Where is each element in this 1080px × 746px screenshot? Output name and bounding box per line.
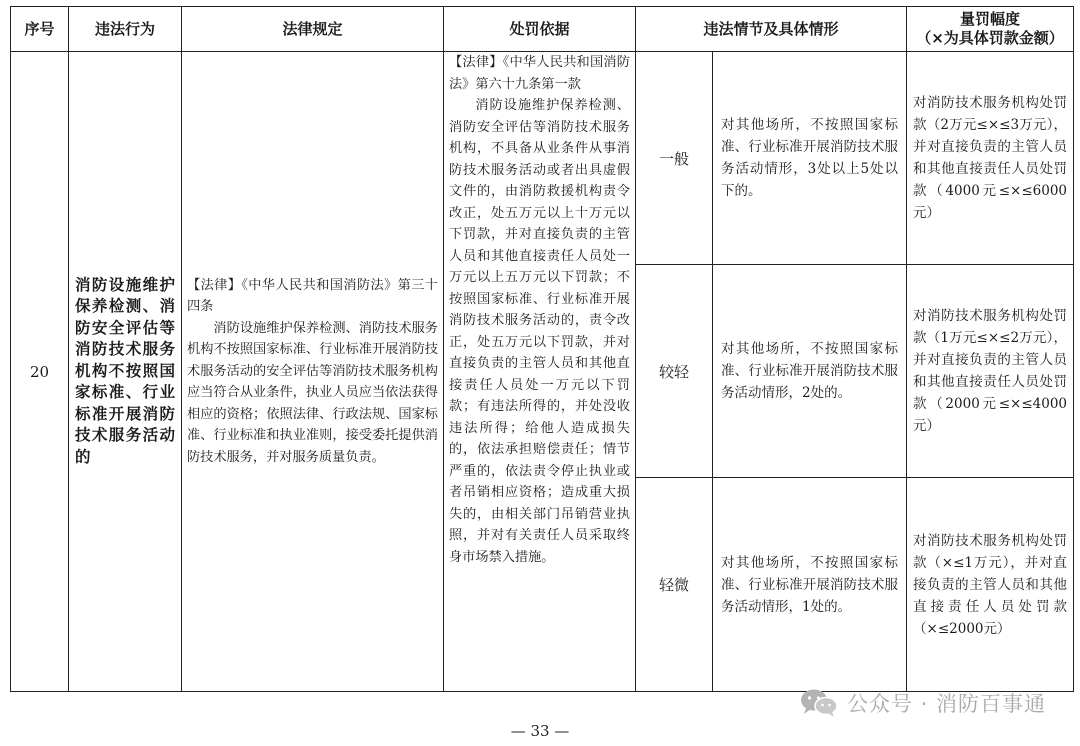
penalty-table [10, 6, 1074, 692]
page-number: — 33 — [510, 722, 570, 740]
row-violation: 消防设施维护保养检测、消防安全评估等消防技术服务机构不按照国家标准、行业标准开展消防技术服务活动的 [69, 52, 182, 692]
table-row [11, 52, 1074, 265]
tier-circumstance: 对其他场所，不按照国家标准、行业标准开展消防技术服务活动情形，2处的。 [713, 265, 907, 478]
basis-body: 消防设施维护保养检测、消防安全评估等消防技术服务机构，不具备从业条件从事消防技术服务活动或者出具虚假文件的，由消防救援机构责令改正，处五万元以上十万元以下罚款，并对直接负责的主管人员和其他直接责任人员处一万元以上五万元以下罚款；不按照国家标准、行业标准开展消防技术服务活动的，责令改正，处五万元以下罚款，并对直接负责的主管人员和其他直接责任人员处一万元以下罚款；有违法所得的，并处没收违法所得；给他人造成损失的，依法承担赔偿责任；情节严重的，依法责令停止执业或者吊销相应资格；造成重大损失的，由相关部门吊销营业执照，并对有关责任人员采取终身市场禁入措施。 [449, 98, 630, 565]
header-act: 违法行为 [69, 7, 182, 52]
header-circumstance: 违法情节及具体情形 [636, 7, 907, 52]
law-title: 【法律】《中华人民共和国消防法》第三十四条 [187, 277, 438, 315]
tier-range: 对消防技术服务机构处罚款（2万元≤×≤3万元），并对直接负责的主管人员和其他直接责任人员处罚款（4000元≤×≤6000元） [907, 52, 1074, 265]
wechat-icon [799, 688, 839, 718]
header-range-line2: （×为具体罚款金额） [916, 29, 1064, 47]
tier-level: 较轻 [636, 265, 713, 478]
header-range-line1: 量罚幅度 [960, 10, 1021, 28]
tier-circumstance: 对其他场所，不按照国家标准、行业标准开展消防技术服务活动情形，1处的。 [713, 478, 907, 692]
tier-level: 一般 [636, 52, 713, 265]
tier-range: 对消防技术服务机构处罚款（×≤1万元），并对直接负责的主管人员和其他直接责任人员处罚款（×≤2000元） [907, 478, 1074, 692]
header-law: 法律规定 [182, 7, 444, 52]
tier-circumstance: 对其他场所，不按照国家标准、行业标准开展消防技术服务活动情形，3处以上5处以下的。 [713, 52, 907, 265]
tier-level: 轻微 [636, 478, 713, 692]
header-row [11, 7, 1074, 52]
basis-title: 【法律】《中华人民共和国消防法》第六十九条第一款 [449, 55, 630, 92]
watermark-text: 公众号 · 消防百事通 [846, 692, 1046, 716]
row-basis [444, 52, 636, 692]
law-body: 消防设施维护保养检测、消防技术服务机构不按照国家标准、行业标准开展消防技术服务活动的安全评估等消防技术服务机构应当符合从业条件，执业人员应当依法获得相应的资格；依照法律、行政法规、国家标准、行业标准和执业准则，接受委托提供消防技术服务，并对服务质量负责。 [187, 320, 438, 465]
header-range [907, 7, 1074, 52]
tier-range: 对消防技术服务机构处罚款（1万元≤×≤2万元），并对直接负责的主管人员和其他直接责任人员处罚款（2000元≤×≤4000元） [907, 265, 1074, 478]
row-seq: 20 [11, 52, 69, 692]
watermark [799, 686, 1046, 720]
header-basis: 处罚依据 [444, 7, 636, 52]
row-law [182, 52, 444, 692]
header-seq: 序号 [11, 7, 69, 52]
